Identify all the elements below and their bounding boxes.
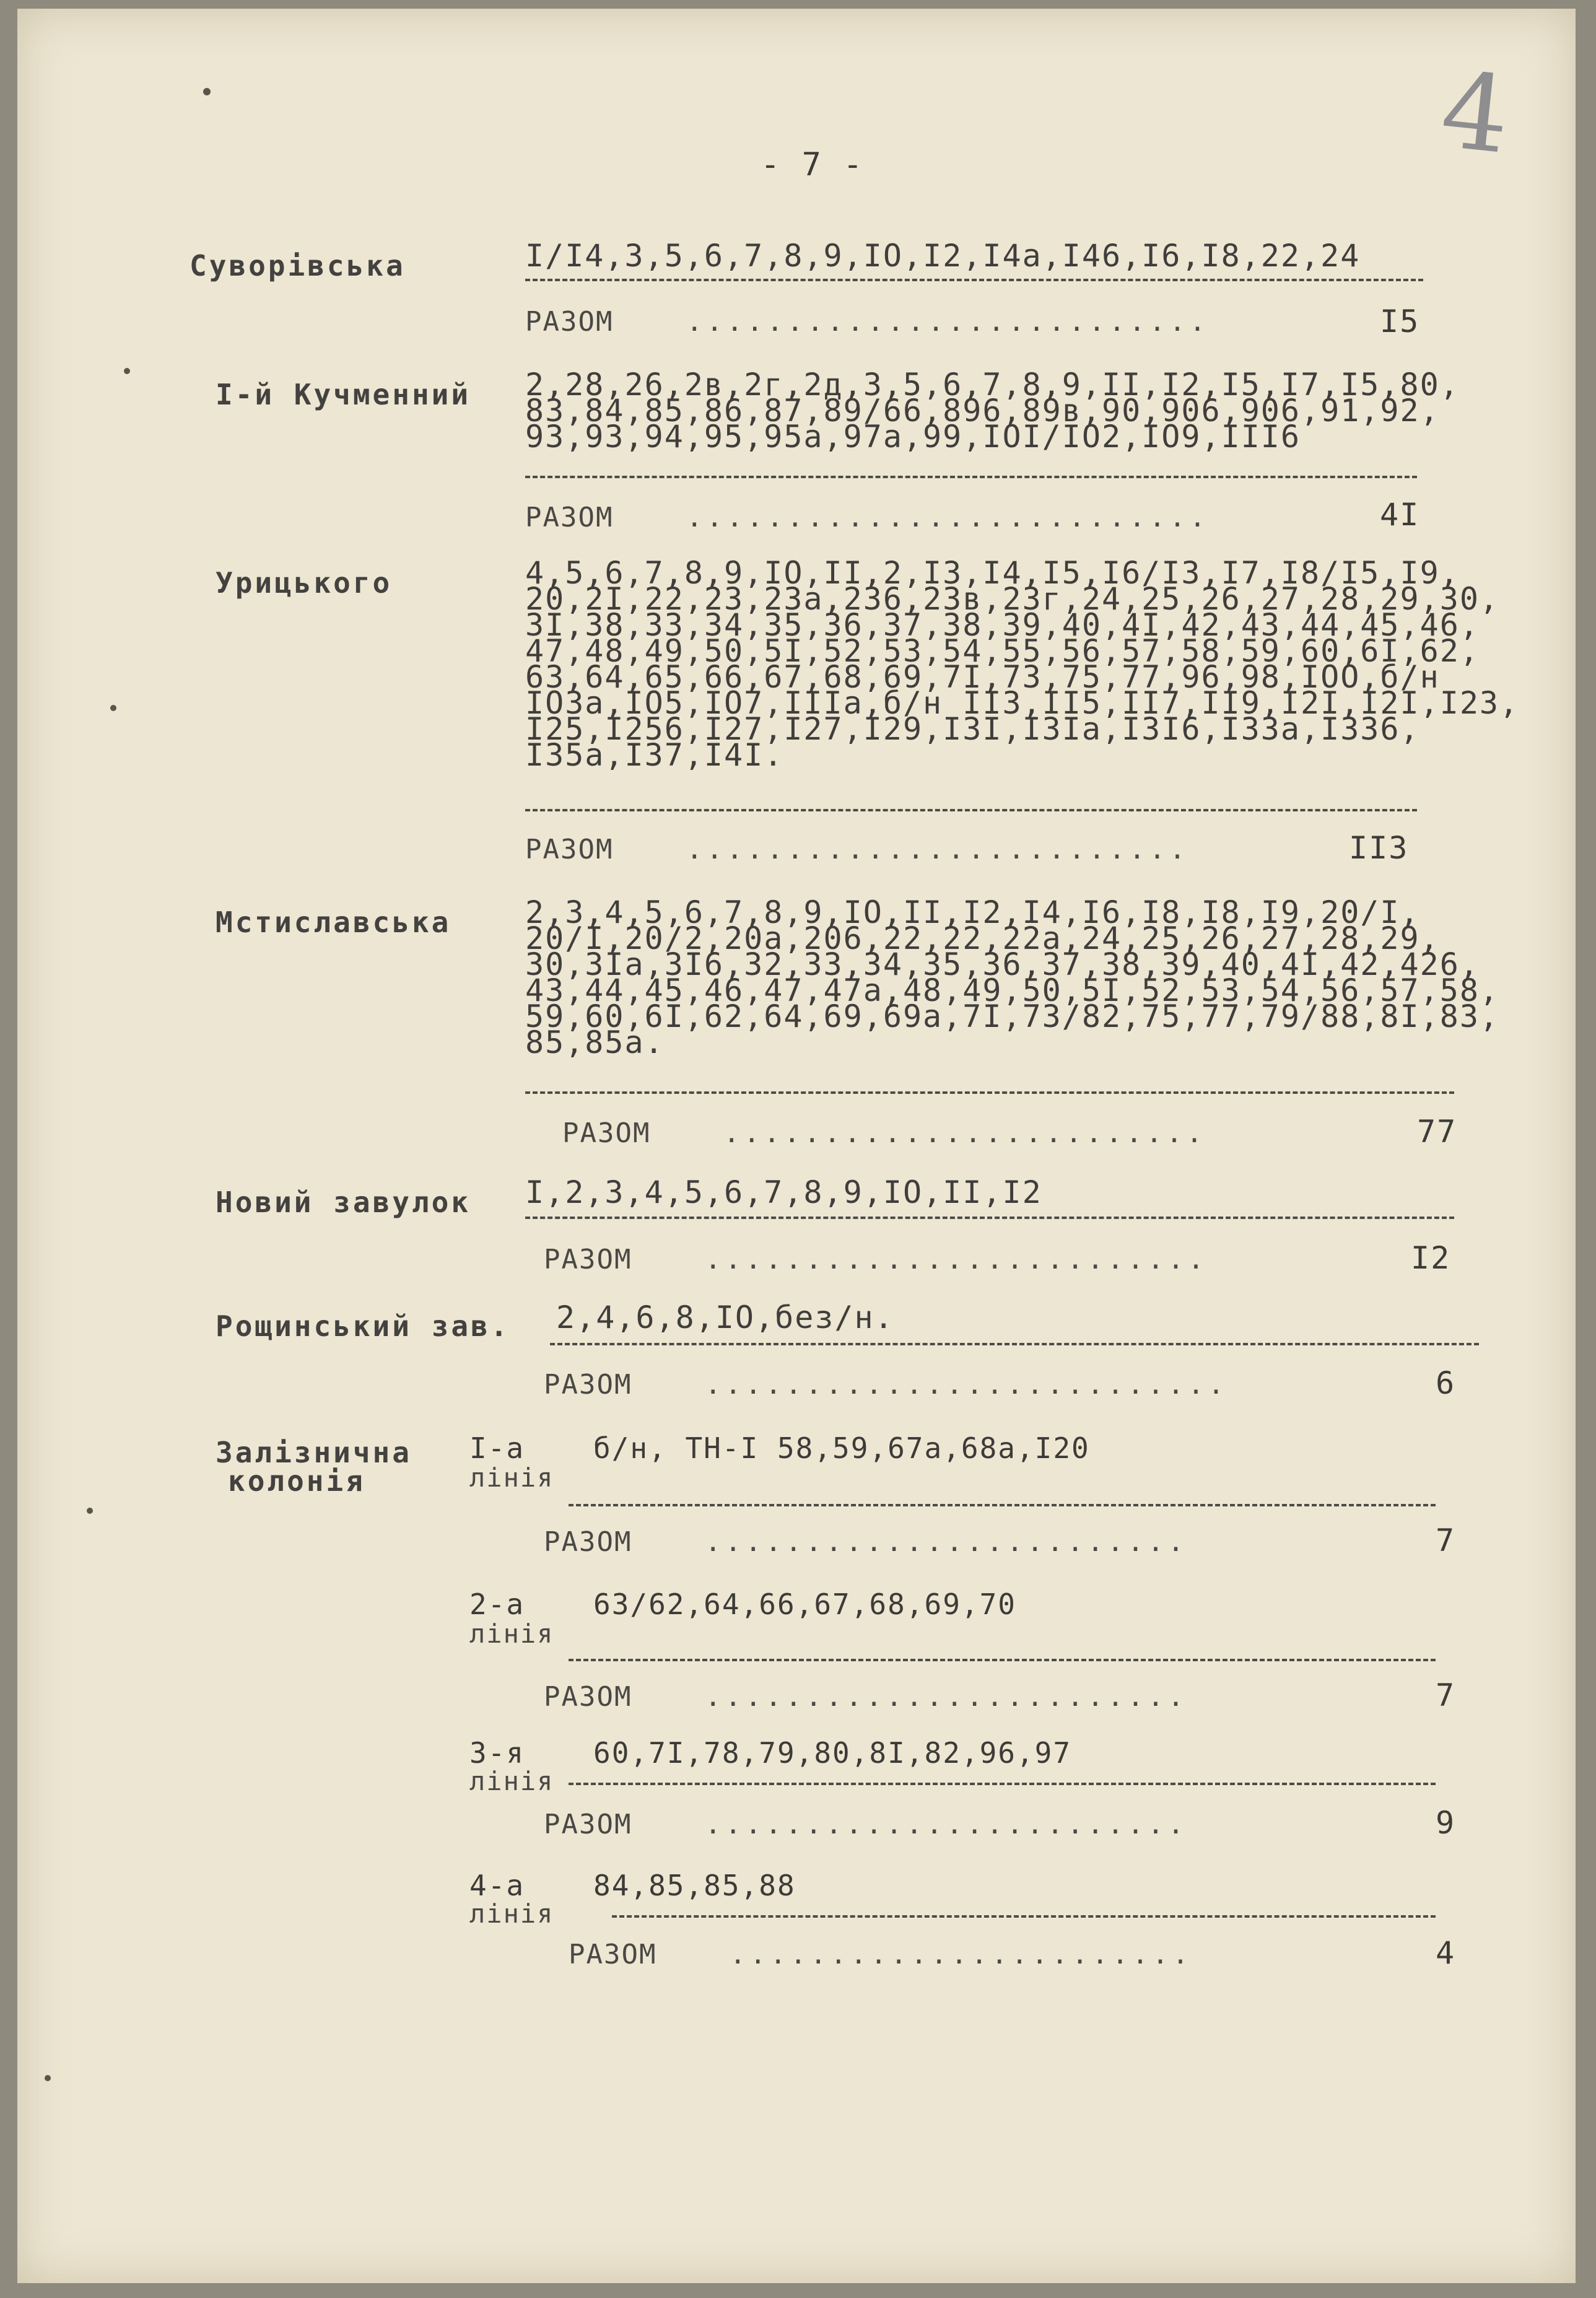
house-numbers-line: 85,85a. — [525, 1024, 665, 1060]
paper-speck — [110, 705, 116, 711]
paper-speck — [124, 368, 130, 374]
house-numbers-line: 2,28,26,2в,2г,2д,3,5,6,7,8,9,II,I2,I5,I7,I5,80, — [525, 367, 1460, 403]
paper-speck — [87, 1508, 93, 1514]
house-numbers-line: 20/I,20/2,20a,206,22,22,22a,24,25,26,27,28,29, — [525, 920, 1440, 956]
street-total: 4 — [1436, 1935, 1456, 1971]
razom-label: РАЗОМ — [544, 1526, 632, 1558]
line-ordinal: 3-я — [469, 1736, 525, 1770]
house-numbers-line: 93,93,94,95,95а,97а,99,IOI/IO2,IO9,III6 — [525, 419, 1301, 455]
dot-leader: ......................... — [686, 834, 1190, 865]
line-ordinal: I-а — [469, 1431, 525, 1465]
street-total: 7 — [1436, 1677, 1456, 1713]
line-word: лінія — [469, 1462, 554, 1493]
street-total: 77 — [1417, 1114, 1457, 1150]
house-numbers-line: I25,I256,I27,I27,I29,I3I,I3Ia,I3I6,I33a,I336, — [525, 711, 1420, 747]
line-ordinal: 4-а — [469, 1869, 525, 1902]
street-total: 4I — [1380, 497, 1420, 533]
street-total: II3 — [1349, 830, 1409, 866]
dashed-rule — [569, 1659, 1436, 1661]
dashed-rule — [569, 1504, 1436, 1506]
dashed-rule — [550, 1343, 1479, 1345]
page-number: - 7 - — [761, 146, 864, 183]
street-name: I-й Кучменний — [216, 378, 471, 411]
razom-label: РАЗОМ — [525, 306, 614, 338]
house-numbers-line: I35a,I37,I4I. — [525, 737, 784, 773]
house-numbers-line: 59,60,6I,62,64,69,69a,7I,73/82,75,77,79/88,8I,83, — [525, 998, 1500, 1034]
razom-label: РАЗОМ — [562, 1117, 651, 1149]
street-name: Залізнична — [216, 1436, 412, 1469]
dashed-rule — [525, 1217, 1454, 1219]
line-word: лінія — [469, 1619, 554, 1649]
house-numbers-line: 30,3Ia,3I6,32,33,34,35,36,37,38,39,40,4I,42,426, — [525, 946, 1480, 982]
razom-label: РАЗОМ — [544, 1809, 632, 1840]
paper-speck — [45, 2075, 51, 2081]
house-numbers-line: 43,44,45,46,47,47a,48,49,50,5I,52,53,54,56,57,58, — [525, 972, 1500, 1008]
handwritten-page-number: 4 — [1435, 48, 1515, 178]
house-numbers-line: 84,85,85,88 — [593, 1869, 796, 1902]
line-word: лінія — [469, 1766, 554, 1796]
house-numbers-line: IO3a,IO5,IO7,IIIa,б/н II3,II5,II7,II9,I2I,I2I,I23, — [525, 685, 1520, 721]
dot-leader: .......................... — [705, 1369, 1228, 1400]
house-numbers-line: 83,84,85,86,87,89/66,896,89в,90,906,906,91,92, — [525, 393, 1440, 429]
street-name: Урицького — [216, 566, 393, 600]
line-word: лінія — [469, 1898, 554, 1929]
dashed-rule — [612, 1915, 1436, 1918]
razom-label: РАЗОМ — [544, 1244, 632, 1275]
dot-leader: ....................... — [730, 1939, 1193, 1970]
dot-leader: .......................... — [686, 306, 1210, 338]
street-name: Мстиславська — [216, 906, 451, 939]
house-numbers-line: 2,4,6,8,IO,без/н. — [556, 1300, 894, 1335]
house-numbers-line: 60,7I,78,79,80,8I,82,96,97 — [593, 1736, 1072, 1770]
dashed-rule — [569, 1783, 1436, 1785]
razom-label: РАЗОМ — [525, 834, 614, 865]
house-numbers-line: 63/62,64,66,67,68,69,70 — [593, 1588, 1016, 1621]
street-total: 9 — [1436, 1805, 1456, 1841]
house-numbers-line: 3I,38,33,34,35,36,37,38,39,40,4I,42,43,44,45,46, — [525, 607, 1480, 643]
dot-leader: ........................ — [705, 1526, 1188, 1558]
house-numbers-line: б/н, ТН-I 58,59,67а,68а,I20 — [593, 1431, 1090, 1465]
street-total: 7 — [1436, 1523, 1456, 1558]
dot-leader: ........................ — [723, 1117, 1206, 1149]
document-page — [17, 9, 1576, 2283]
dot-leader: .......................... — [686, 502, 1210, 533]
street-name-continuation: колонія — [228, 1464, 365, 1498]
street-total: 6 — [1436, 1365, 1456, 1401]
street-total: I5 — [1380, 304, 1420, 339]
house-numbers-line: I/I4,3,5,6,7,8,9,IO,I2,I4a,I46,I6,I8,22,24 — [525, 238, 1361, 274]
dashed-rule — [525, 1091, 1454, 1094]
dot-leader: ........................ — [705, 1681, 1188, 1713]
house-numbers-line: 47,48,49,50,5I,52,53,54,55,56,57,58,59,60,6I,62, — [525, 633, 1480, 669]
razom-label: РАЗОМ — [525, 502, 614, 533]
razom-label: РАЗОМ — [569, 1939, 657, 1970]
street-name: Новий завулок — [216, 1186, 471, 1219]
street-name: Рощинський зав. — [216, 1309, 510, 1343]
dot-leader: ........................ — [705, 1809, 1188, 1840]
house-numbers-line: I,2,3,4,5,6,7,8,9,IO,II,I2 — [525, 1174, 1042, 1210]
dashed-rule — [525, 476, 1417, 478]
street-name: Суворівська — [190, 249, 406, 282]
street-total: I2 — [1411, 1240, 1451, 1276]
dot-leader: ......................... — [705, 1244, 1208, 1275]
line-ordinal: 2-а — [469, 1588, 525, 1621]
dashed-rule — [525, 809, 1417, 811]
razom-label: РАЗОМ — [544, 1369, 632, 1400]
house-numbers-line: 4,5,6,7,8,9,IO,II,2,I3,I4,I5,I6/I3,I7,I8/I5,I9, — [525, 555, 1460, 591]
dashed-rule — [525, 279, 1423, 281]
house-numbers-line: 20,2I,22,23,23а,236,23в,23г,24,25,26,27,28,29,30, — [525, 581, 1500, 617]
house-numbers-line: 2,3,4,5,6,7,8,9,IO,II,I2,I4,I6,I8,I8,I9,20/I, — [525, 894, 1420, 930]
paper-speck — [203, 88, 211, 95]
razom-label: РАЗОМ — [544, 1681, 632, 1713]
house-numbers-line: 63,64,65,66,67,68,69,7I,73,75,77,96,98,IOO,б/н — [525, 659, 1440, 695]
